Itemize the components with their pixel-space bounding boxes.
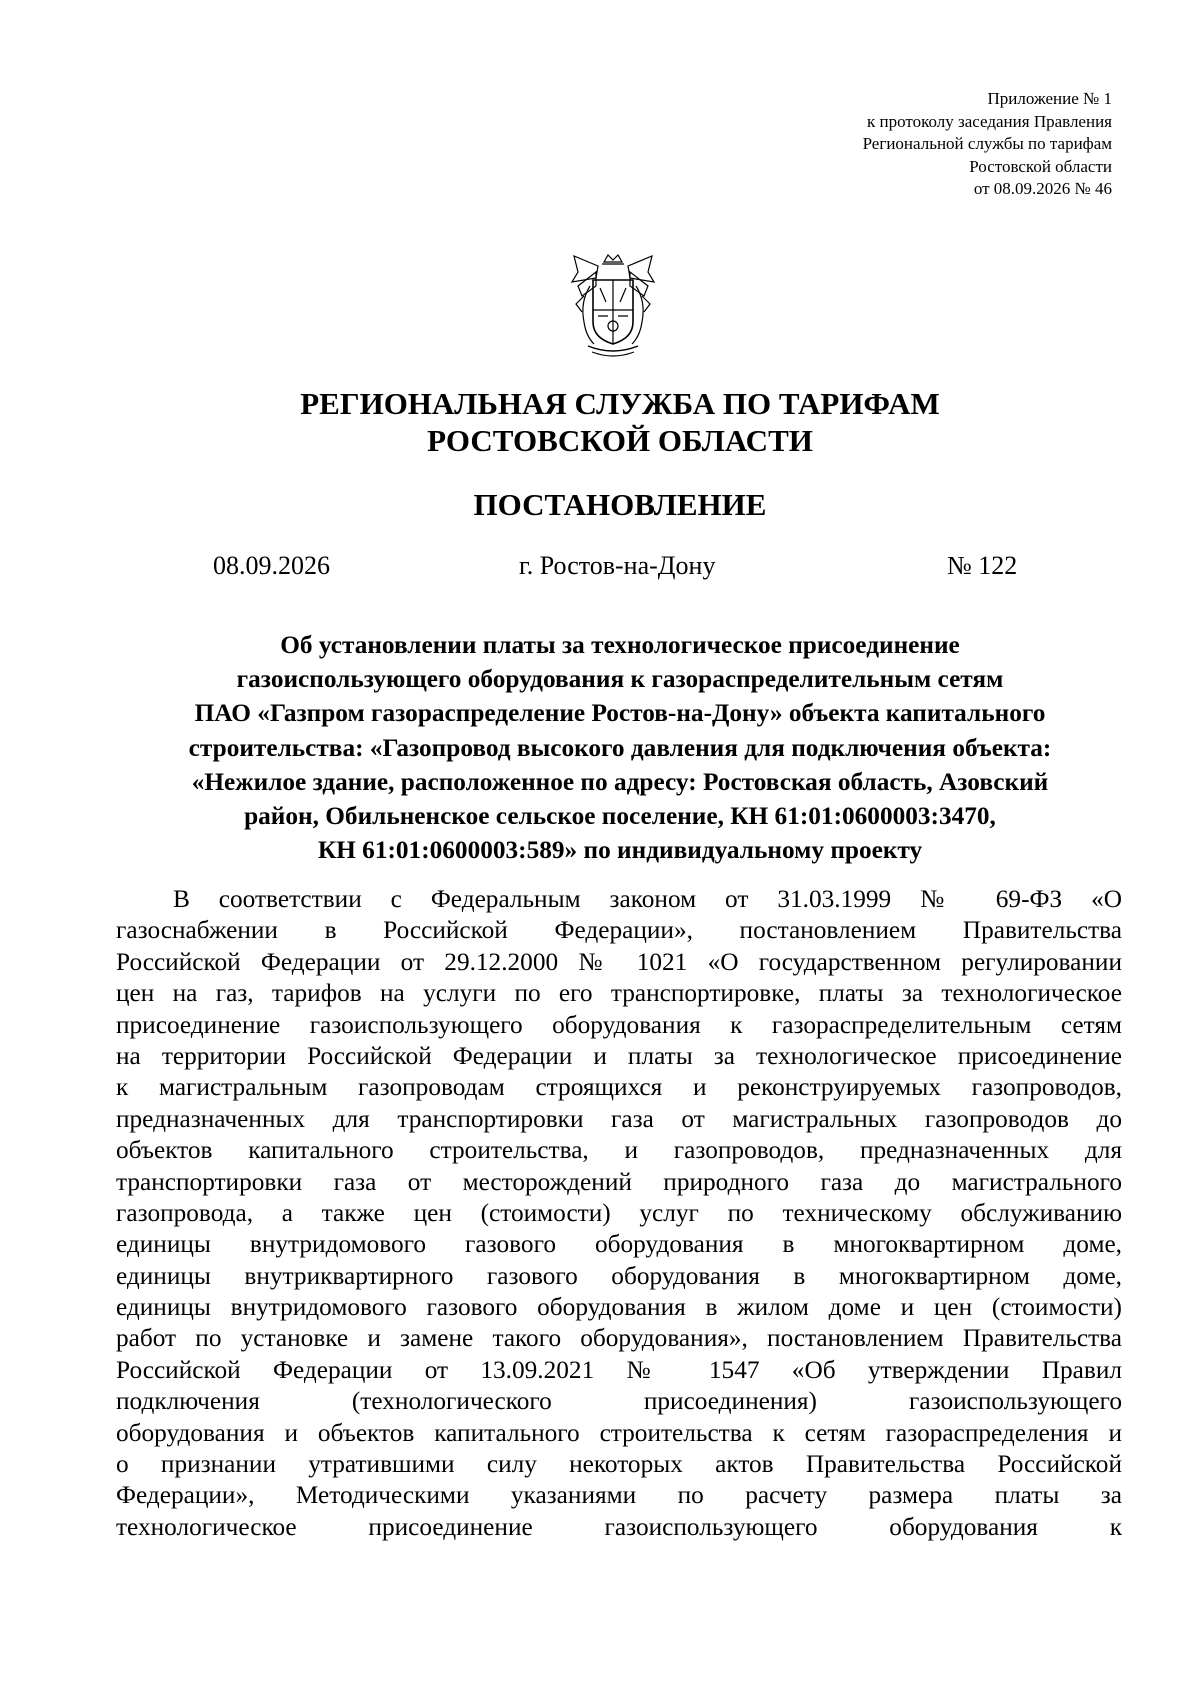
document-date: 08.09.2026 <box>213 551 330 580</box>
subject-line: КН 61:01:0600003:589» по индивидуальному проекту <box>317 836 923 865</box>
body-line: Российской Федерации от 29.12.2000 № 1021 «О государственном регулировании <box>116 947 1122 976</box>
body-line: работ по установке и замене такого оборудования», постановлением Правительства <box>116 1324 1122 1353</box>
document-subject <box>118 628 1122 867</box>
body-line: Федерации», Методическими указаниями по расчету размера платы за <box>116 1481 1122 1510</box>
subject-line: газоиспользующего оборудования к газораспределительным сетям <box>236 665 1004 694</box>
document-city: г. Ростов-на-Дону <box>519 551 716 580</box>
document-number: № 122 <box>947 551 1018 580</box>
body-line: на территории Российской Федерации и платы за технологическое присоединение <box>116 1041 1122 1070</box>
body-line: единицы внутридомового газового оборудования в жилом доме и цен (стоимости) <box>116 1293 1122 1322</box>
appendix-line: к протоколу заседания Правления <box>867 111 1112 131</box>
body-line: Российской Федерации от 13.09.2021 № 1547 «Об утверждении Правил <box>116 1355 1122 1384</box>
body-line: единицы внутриквартирного газового оборудования в многоквартирном доме, <box>116 1261 1122 1290</box>
agency-name-line: РЕГИОНАЛЬНАЯ СЛУЖБА ПО ТАРИФАМ <box>300 386 940 421</box>
body-line: В соответствии с Федеральным законом от 31.03.1999 № 69-ФЗ «О <box>173 885 1122 913</box>
subject-line: Об установлении платы за технологическое присоединение <box>280 631 960 659</box>
body-line: предназначенных для транспортировки газа от магистральных газопроводов до <box>116 1104 1122 1133</box>
body-line: о признании утратившими силу некоторых актов Правительства Российской <box>116 1450 1122 1479</box>
document-type: ПОСТАНОВЛЕНИЕ <box>473 487 767 522</box>
body-line: единицы внутридомового газового оборудования в многоквартирном доме, <box>116 1230 1122 1259</box>
body-paragraph <box>116 884 1122 1543</box>
body-line: транспортировки газа от месторождений природного газа до магистрального <box>116 1167 1122 1196</box>
body-line: цен на газ, тарифов на услуги по его транспортировке, платы за технологическое <box>116 979 1122 1008</box>
agency-name-line: РОСТОВСКОЙ ОБЛАСТИ <box>427 423 813 458</box>
subject-line: «Нежилое здание, расположенное по адресу: Ростовская область, Азовский <box>191 767 1049 796</box>
appendix-line: Приложение № 1 <box>987 89 1112 108</box>
subject-line: район, Обильненское сельское поселение, КН 61:01:0600003:3470, <box>244 802 996 831</box>
body-line: объектов капитального строительства, и газопроводов, предназначенных для <box>116 1136 1122 1165</box>
agency-name <box>0 385 1200 459</box>
appendix-line: Региональной службы по тарифам <box>862 134 1112 153</box>
body-line: газоснабжении в Российской Федерации», постановлением Правительства <box>116 916 1122 945</box>
document-meta <box>0 549 1200 583</box>
coat-of-arms-icon <box>568 252 658 362</box>
body-line: к магистральным газопроводам строящихся и реконструируемых газопроводов, <box>116 1073 1122 1102</box>
body-line: присоединение газоиспользующего оборудования к газораспределительным сетям <box>116 1010 1122 1039</box>
subject-line: строительства: «Газопровод высокого давления для подключения объекта: <box>188 733 1052 762</box>
body-line: технологическое присоединение газоиспользующего оборудования к <box>116 1512 1122 1541</box>
body-line: газопровода, а также цен (стоимости) услуг по техническому обслуживанию <box>116 1198 1122 1227</box>
body-line: оборудования и объектов капитального строительства к сетям газораспределения и <box>116 1418 1122 1447</box>
appendix-line: от 08.09.2026 № 46 <box>973 179 1112 198</box>
appendix-note <box>692 88 1112 201</box>
appendix-line: Ростовской области <box>969 156 1112 176</box>
subject-line: ПАО «Газпром газораспределение Ростов-на-Дону» объекта капитального <box>194 699 1046 728</box>
body-line: подключения (технологического присоединения) газоиспользующего <box>116 1387 1122 1416</box>
